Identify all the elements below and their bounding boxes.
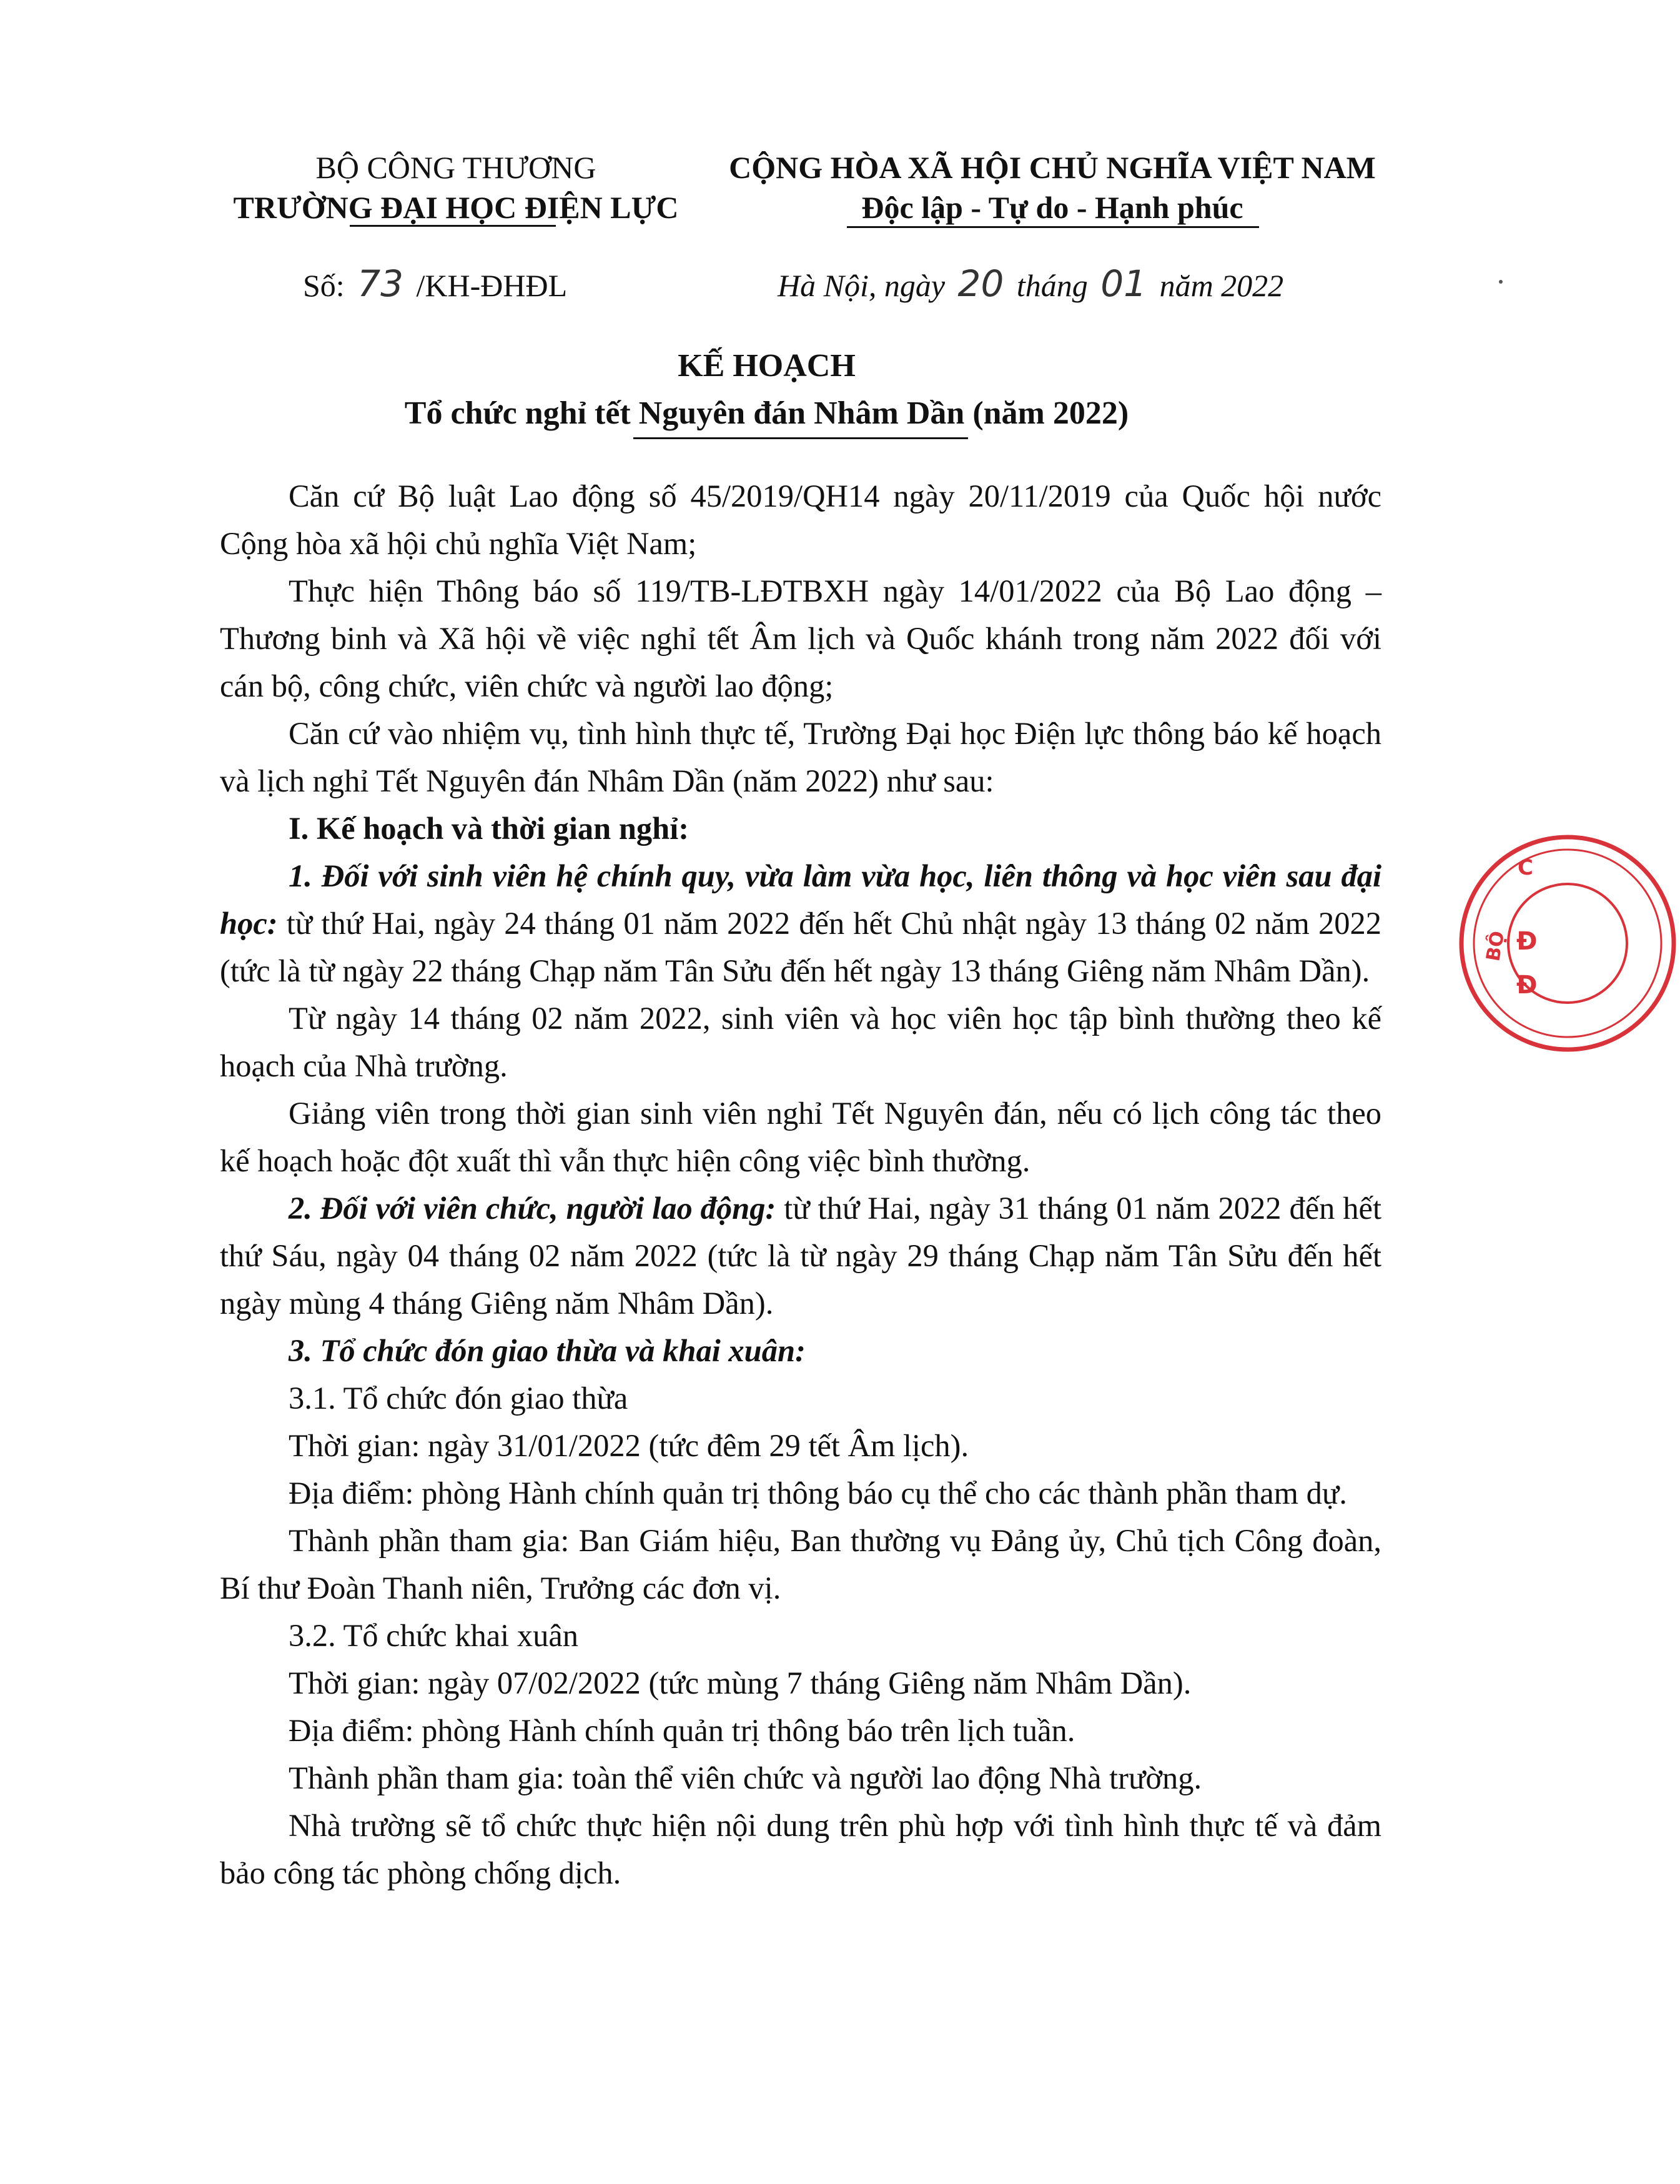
motto-underline bbox=[847, 226, 1259, 228]
svg-text:Đ: Đ bbox=[1516, 971, 1538, 1000]
date-place: Hà Nội, ngày bbox=[778, 268, 946, 303]
item-1 bbox=[220, 852, 1381, 995]
subsection-3-1: 3.1. Tổ chức đón giao thừa bbox=[289, 1381, 628, 1416]
svg-text:C: C bbox=[1518, 855, 1533, 880]
legal-basis-2: Thực hiện Thông báo số 119/TB-LĐTBXH ngày 14/01/2022 của Bộ Lao động – Thương binh và Xã hội về việc nghỉ tết Âm lịch và Quốc khánh trong năm 2022 đối với cán bộ, công chức, viên chức và người lao động; bbox=[220, 573, 1381, 703]
document-body bbox=[220, 472, 1381, 1897]
subsection-3-1-place: Địa điểm: phòng Hành chính quản trị thông báo cụ thể cho các thành phần tham dự. bbox=[289, 1476, 1347, 1511]
item-2-text: từ thứ Hai, ngày 31 tháng 01 năm 2022 đến hết thứ Sáu, ngày 04 tháng 02 năm 2022 (tức là từ ngày 29 tháng Chạp năm Tân Sửu đến hết ngày mùng 4 tháng Giêng năm Nhâm Dần). bbox=[220, 1191, 1381, 1321]
number-suffix: /KH-ĐHĐL bbox=[416, 268, 568, 303]
date-month-label: tháng bbox=[1016, 268, 1088, 303]
number-prefix: Số: bbox=[303, 268, 345, 303]
svg-text:BỘ: BỘ bbox=[1482, 929, 1510, 963]
subsection-3-2: 3.2. Tổ chức khai xuân bbox=[289, 1618, 578, 1653]
subsection-3-1-time: Thời gian: ngày 31/01/2022 (tức đêm 29 tết Âm lịch). bbox=[289, 1428, 969, 1463]
document-title: KẾ HOẠCH bbox=[678, 348, 856, 384]
issuer-header bbox=[206, 147, 706, 227]
subtitle-underline bbox=[633, 437, 968, 439]
item-1-text: từ thứ Hai, ngày 24 tháng 01 năm 2022 đến hết Chủ nhật ngày 13 tháng 02 năm 2022 (tức là từ ngày 22 tháng Chạp năm Tân Sửu đến hết ngày 13 tháng Giêng năm Nhâm Dần). bbox=[220, 906, 1381, 988]
school-name: TRƯỜNG ĐẠI HỌC ĐIỆN LỰC bbox=[233, 190, 679, 225]
legal-basis-1: Căn cứ Bộ luật Lao động số 45/2019/QH14 ngày 20/11/2019 của Quốc hội nước Cộng hòa xã hội chủ nghĩa Việt Nam; bbox=[220, 479, 1381, 561]
official-seal-icon bbox=[1455, 831, 1680, 1056]
scan-speck bbox=[1499, 280, 1503, 284]
item-1-lead: 1. Đối với sinh viên hệ chính quy, vừa làm vừa học, liên thông và học viên sau đại học: bbox=[220, 858, 1381, 941]
date-day-handwritten: 20 bbox=[957, 262, 1004, 305]
ministry-name: BỘ CÔNG THƯƠNG bbox=[315, 150, 596, 185]
date-year: năm 2022 bbox=[1159, 268, 1284, 303]
subsection-3-2-time: Thời gian: ngày 07/02/2022 (tức mùng 7 tháng Giêng năm Nhâm Dần). bbox=[289, 1665, 1192, 1700]
item-2 bbox=[220, 1184, 1381, 1327]
legal-basis-3: Căn cứ vào nhiệm vụ, tình hình thực tế, Trường Đại học Điện lực thông báo kế hoạch và lịch nghỉ Tết Nguyên đán Nhâm Dần (năm 2022) như sau: bbox=[220, 716, 1381, 798]
subsection-3-1-members: Thành phần tham gia: Ban Giám hiệu, Ban thường vụ Đảng ủy, Chủ tịch Công đoàn, Bí thư Đoàn Thanh niên, Trưởng các đơn vị. bbox=[220, 1523, 1381, 1606]
svg-text:Đ: Đ bbox=[1516, 927, 1538, 956]
subsection-3-2-place: Địa điểm: phòng Hành chính quản trị thông báo trên lịch tuần. bbox=[289, 1713, 1075, 1748]
item-3-heading: 3. Tổ chức đón giao thừa và khai xuân: bbox=[289, 1333, 806, 1368]
item-2-lead: 2. Đối với viên chức, người lao động: bbox=[289, 1191, 776, 1226]
issue-date bbox=[778, 262, 1283, 305]
paragraph-lecturers: Giảng viên trong thời gian sinh viên nghỉ Tết Nguyên đán, nếu có lịch công tác theo kế hoạch hoặc đột xuất thì vẫn thực hiện công việc bình thường. bbox=[220, 1096, 1381, 1178]
paragraph-study-resume: Từ ngày 14 tháng 02 năm 2022, sinh viên và học viên học tập bình thường theo kế hoạch của Nhà trường. bbox=[220, 1001, 1381, 1083]
country-name: CỘNG HÒA XÃ HỘI CHỦ NGHĨA VIỆT NAM bbox=[729, 150, 1376, 185]
national-header bbox=[693, 147, 1411, 227]
number-handwritten: 73 bbox=[357, 262, 404, 305]
subsection-3-2-members: Thành phần tham gia: toàn thể viên chức và người lao động Nhà trường. bbox=[289, 1760, 1202, 1795]
date-month-handwritten: 01 bbox=[1100, 262, 1147, 305]
document-subtitle: Tổ chức nghỉ tết Nguyên đán Nhâm Dần (năm 2022) bbox=[404, 395, 1129, 431]
document-number bbox=[303, 262, 567, 305]
national-motto: Độc lập - Tự do - Hạnh phúc bbox=[861, 190, 1243, 225]
closing-paragraph: Nhà trường sẽ tổ chức thực hiện nội dung trên phù hợp với tình hình thực tế và đảm bảo công tác phòng chống dịch. bbox=[220, 1808, 1381, 1890]
section-1-heading: I. Kế hoạch và thời gian nghỉ: bbox=[289, 811, 689, 846]
school-underline bbox=[350, 225, 556, 227]
